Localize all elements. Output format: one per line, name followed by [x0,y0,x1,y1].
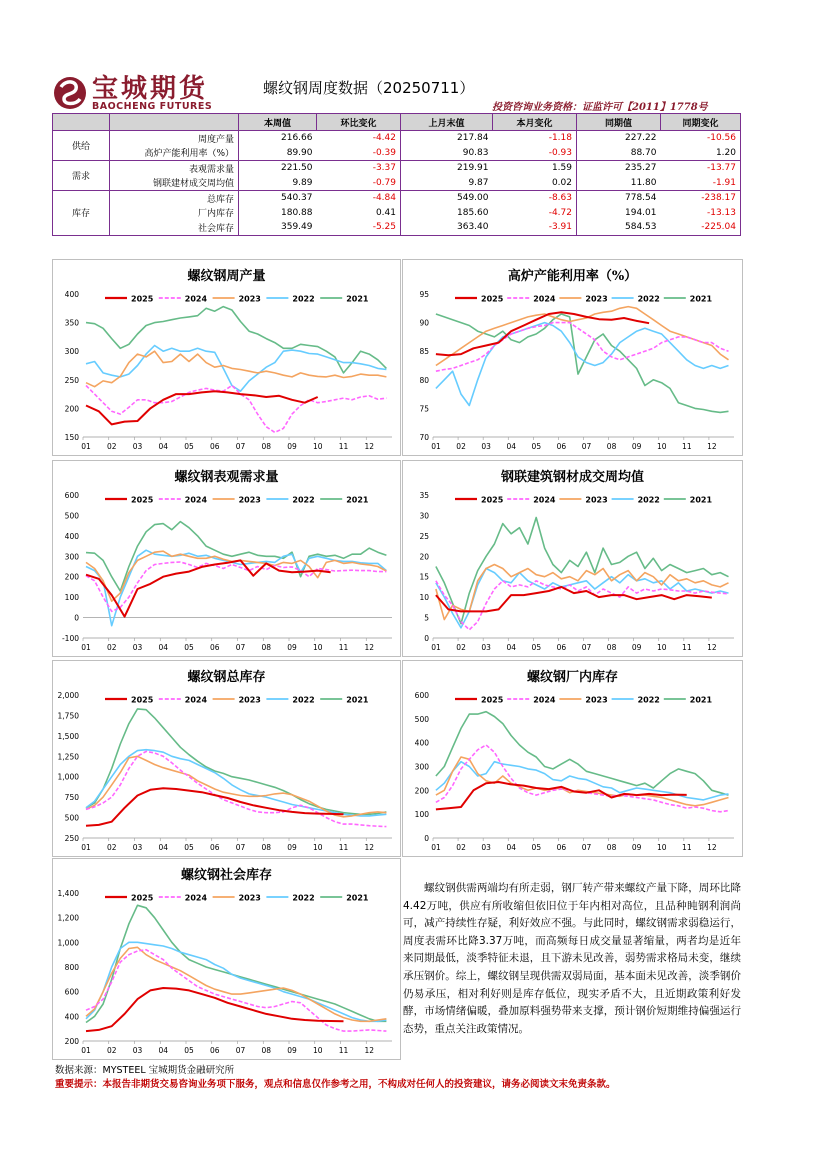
y-tick-label: 200 [64,1037,79,1046]
x-tick-label: 01 [431,442,441,451]
x-tick-label: 08 [261,643,272,652]
legend-label: 2021 [346,695,369,705]
legend-label: 2023 [585,695,608,705]
x-tick-label: 06 [209,843,220,852]
chart-title: 螺纹钢总库存 [187,670,266,685]
x-tick-label: 09 [287,442,297,451]
x-tick-label: 07 [235,442,246,451]
cell-value: 235.27 [577,161,661,176]
x-tick-label: 11 [682,643,692,652]
cell-value: 185.60 [401,206,493,221]
cell-value: 221.50 [239,161,317,176]
x-tick-label: 03 [132,1046,143,1055]
cell-value: 549.00 [401,191,493,206]
chart-svg [53,260,400,455]
summary-row [53,220,741,235]
summary-row [53,176,741,191]
cell-value: 9.87 [401,176,493,191]
column-header: 同期值 [577,114,661,131]
column-header: 本月变化 [493,114,577,131]
header-blank [53,114,110,131]
indicator-label: 钢联建材成交周均值 [110,176,239,191]
indicator-label: 高炉产能利用率（%） [110,146,239,161]
y-tick-label: 1,250 [57,752,79,762]
y-tick-label: 95 [419,290,429,299]
cell-value: 1.20 [715,147,736,158]
series-line-2023 [436,757,729,806]
cell-value: 540.37 [239,191,317,206]
market-commentary: 螺纹钢供需两端均有所走弱，钢厂转产带来螺纹产量下降，周环比降4.42万吨，供应有所收缩但依旧位于年内相对高位，且品种盹钢利润尚可，减产持续性存疑，利好效应不强。与此同时，螺纹钢需求弱稳运行，周度表需环比降3.37万吨，而高频每日成交量显著缩量，两者均是近年来同期最低，淡季特征未退，且下游未见改善，弱势需求格局未变，继续承压钢价。综上，螺纹钢呈现供需双弱局面，基本面未见改善，淡季钢价仍易承压，相对利好则是库存低位，现实矛盾不大，且近期政策利好发酵，市场情绪偏暖，叠加原料强势带来支撑，预计钢价短期维持偏强运行态势，重点关注政策情况。 [403,882,741,1035]
cell-value: -238.17 [661,191,741,206]
license-text: 投资咨询业务资格：证监许可【2011】1778号 [492,102,708,113]
legend-label: 2025 [131,893,154,903]
legend-label: 2021 [689,495,713,505]
summary-row [53,191,741,206]
legend-label: 2022 [292,294,315,304]
x-tick-label: 09 [287,843,297,852]
series-line-2025 [86,988,344,1031]
chart-svg [403,661,742,856]
cell-value: -0.39 [372,147,396,158]
y-tick-label: 250 [64,375,79,385]
x-tick-label: 04 [158,843,169,852]
x-tick-label: 08 [261,1046,272,1055]
series-line-2021 [436,712,729,795]
x-tick-label: 05 [531,843,542,852]
x-tick-label: 04 [158,442,169,451]
cell-value: -10.56 [661,131,741,146]
cell-value: 180.88 [239,206,317,221]
y-tick-label: 200 [64,404,79,414]
x-tick-label: 06 [209,643,220,652]
x-tick-label: 10 [312,843,323,852]
cell-value: 227.22 [577,131,661,146]
y-tick-label: 5 [424,613,429,623]
legend-label: 2023 [238,294,261,304]
summary-row [53,161,741,176]
chart-title: 螺纹钢社会库存 [180,868,273,883]
important-notice: 重要提示：本报告非期货交易咨询业务项下服务，观点和信息仅作参考之用，不构成对任何人的投资建议，请务必阅读文末免责条款。 [55,1079,616,1090]
cell-value: 584.53 [577,220,661,235]
x-tick-label: 06 [209,1046,220,1055]
y-tick-label: 1,500 [57,731,79,741]
x-tick-label: 08 [261,843,272,852]
column-header: 本周值 [239,114,317,131]
company-logo [52,75,237,111]
x-tick-label: 08 [606,643,617,652]
x-tick-label: 01 [81,1046,91,1055]
indicator-label: 社会库存 [110,220,239,235]
legend-label: 2021 [689,294,713,304]
x-tick-label: 05 [184,643,194,652]
chart-blast-furnace-utilization [402,259,743,456]
legend-label: 2021 [346,893,369,903]
cell-value: -8.63 [493,191,577,206]
x-tick-label: 09 [287,643,297,652]
series-line-2021 [86,307,386,373]
x-tick-label: 10 [312,643,323,652]
legend-label: 2022 [637,294,660,304]
y-tick-label: 80 [419,375,429,385]
cell-value: 359.49 [239,220,317,235]
y-tick-label: 500 [64,813,79,823]
cell-value: 217.84 [401,131,493,146]
cell-value: -225.04 [701,222,736,233]
x-tick-label: 04 [506,843,517,852]
logo-en-text: BAOCHENG FUTURES [92,101,213,112]
y-tick-label: 400 [64,290,79,299]
x-tick-label: 11 [682,442,692,451]
series-line-2025 [86,391,318,424]
cell-value: -4.42 [317,131,401,146]
x-tick-label: 07 [581,843,592,852]
cell-value: -3.37 [317,161,401,176]
cell-value: -13.77 [661,161,741,176]
legend-label: 2025 [481,695,504,705]
y-tick-label: 600 [414,691,429,700]
chart-svg [53,661,400,856]
logo-cn-text: 宝城期货 [92,74,209,104]
y-tick-label: 200 [64,572,79,582]
y-tick-label: 0 [424,634,429,643]
column-header: 上月末值 [401,114,493,131]
series-line-2021 [436,518,729,624]
y-tick-label: 300 [414,762,429,772]
x-tick-label: 08 [261,442,272,451]
x-tick-label: 08 [606,843,617,852]
x-tick-label: 05 [184,1046,194,1055]
y-tick-label: 90 [419,318,429,328]
y-tick-label: 70 [419,433,429,442]
x-tick-label: 12 [707,442,717,451]
group-label: 供给 [53,131,110,161]
indicator-label: 周度产量 [110,131,239,146]
chart-svg [53,859,400,1059]
x-tick-label: 05 [184,843,194,852]
y-tick-label: 2,000 [57,691,79,700]
x-tick-label: 12 [364,843,375,852]
x-tick-label: 01 [431,643,441,652]
cell-value: 194.01 [577,206,661,221]
y-tick-label: 800 [64,963,79,972]
y-tick-label: 300 [64,347,79,357]
x-tick-label: 10 [312,442,323,451]
column-header: 同期变化 [661,114,741,131]
indicator-label: 总库存 [110,191,239,206]
chart-mill-inventory [402,660,743,857]
y-tick-label: 75 [419,404,429,414]
y-tick-label: 100 [64,593,79,603]
summary-row [53,146,741,161]
legend-label: 2025 [481,294,504,304]
y-tick-label: 500 [64,511,79,521]
x-tick-label: 07 [235,843,246,852]
legend-label: 2021 [689,695,713,705]
legend-label: 2025 [131,495,154,505]
group-label: 库存 [53,191,110,236]
group-label: 需求 [53,161,110,191]
data-source: 数据来源：MYSTEEL 宝城期货金融研究所 [55,1065,235,1076]
x-tick-label: 12 [364,442,375,451]
x-tick-label: 05 [184,442,194,451]
x-tick-label: 01 [431,843,441,852]
y-tick-label: 15 [419,572,429,582]
y-tick-label: 100 [414,810,429,820]
x-tick-label: 05 [531,442,542,451]
x-tick-label: 11 [338,843,349,852]
y-tick-label: 600 [64,987,79,997]
series-line-2023 [86,947,386,1021]
x-tick-label: 04 [506,442,517,451]
legend-label: 2025 [131,294,154,304]
y-tick-label: 85 [419,347,429,357]
x-tick-label: 11 [338,643,349,652]
summary-row [53,131,741,146]
series-line-2021 [86,522,386,591]
header-blank [110,114,239,131]
x-tick-label: 04 [506,643,517,652]
legend-label: 2025 [131,695,154,705]
legend-label: 2023 [238,893,261,903]
cell-value: 363.40 [401,220,493,235]
summary-table [52,113,741,236]
cell-value: 90.83 [401,146,493,161]
x-tick-label: 07 [235,643,246,652]
y-tick-label: 1,400 [57,889,79,898]
y-tick-label: 20 [419,552,429,562]
cell-value: 88.70 [577,146,661,161]
legend-label: 2021 [346,294,369,304]
y-tick-label: 0 [424,834,429,843]
chart-title: 螺纹钢厂内库存 [526,670,619,685]
page-title: 螺纹钢周度数据（20250711） [263,79,475,97]
cell-value: 0.41 [375,207,396,218]
x-tick-label: 03 [132,442,143,451]
x-tick-label: 05 [531,643,542,652]
series-line-2024 [86,950,386,1031]
cell-value: 216.66 [239,131,317,146]
chart-total-inventory [52,660,401,857]
cell-value: -13.13 [706,207,736,218]
x-tick-label: 06 [556,843,567,852]
chart-weekly-output [52,259,401,456]
legend-label: 2022 [292,893,315,903]
x-tick-label: 02 [456,643,466,652]
x-tick-label: 03 [132,643,143,652]
chart-svg [403,260,742,455]
chart-title: 螺纹钢周产量 [187,269,266,284]
y-tick-label: 500 [414,714,429,724]
chart-title: 高炉产能利用率（%） [507,269,638,284]
cell-value: -0.79 [372,177,396,188]
cell-value: -4.84 [317,191,401,206]
legend-label: 2023 [238,495,261,505]
chart-svg [53,461,400,656]
chart-social-inventory [52,858,401,1060]
series-line-2021 [436,314,729,412]
cell-value: -1.91 [712,177,736,188]
y-tick-label: 750 [64,793,79,803]
x-tick-label: 09 [287,1046,297,1055]
y-tick-label: 1,000 [57,772,79,782]
x-tick-label: 07 [581,643,592,652]
logo-emblem-icon [52,75,88,111]
x-tick-label: 07 [581,442,592,451]
x-tick-label: 09 [631,442,642,451]
legend-label: 2025 [481,495,504,505]
x-tick-label: 10 [656,643,667,652]
series-line-2024 [86,751,386,826]
x-tick-label: 03 [481,643,491,652]
y-tick-label: 400 [414,738,429,748]
legend-label: 2022 [637,495,660,505]
y-tick-label: 1,750 [57,711,79,721]
summary-header-row [53,114,741,131]
x-tick-label: 03 [481,442,491,451]
x-tick-label: 11 [682,843,692,852]
y-tick-label: 1,000 [57,938,79,948]
cell-value: 219.91 [401,161,493,176]
x-tick-label: 01 [81,442,91,451]
legend-label: 2024 [184,294,208,304]
x-tick-label: 02 [456,843,466,852]
legend-label: 2024 [184,495,208,505]
y-tick-label: 10 [419,593,429,603]
y-tick-label: 25 [419,531,429,541]
y-tick-label: 30 [419,511,429,521]
x-tick-label: 12 [364,643,375,652]
x-tick-label: 11 [338,442,349,451]
chart-construction-steel-trade [402,460,743,657]
x-tick-label: 10 [312,1046,323,1055]
x-tick-label: 12 [707,643,717,652]
y-tick-label: 250 [64,834,79,843]
y-tick-label: 350 [64,318,79,328]
y-tick-label: 1,200 [57,913,79,923]
cell-value: -0.93 [548,147,572,158]
chart-apparent-demand [52,460,401,657]
legend-label: 2024 [184,695,208,705]
y-tick-label: 600 [64,491,79,500]
x-tick-label: 04 [158,643,169,652]
x-tick-label: 08 [606,442,617,451]
legend-label: 2021 [346,495,369,505]
x-tick-label: 06 [556,643,567,652]
x-tick-label: 09 [631,643,642,652]
cell-value: 9.89 [239,176,317,191]
x-tick-label: 02 [106,643,117,652]
cell-value: -1.18 [493,131,577,146]
x-tick-label: 12 [364,1046,375,1055]
cell-value: -4.72 [548,207,572,218]
cell-value: 1.59 [493,161,577,176]
y-tick-label: 0 [74,613,79,623]
legend-label: 2024 [184,893,208,903]
y-tick-label: 35 [419,491,429,500]
y-tick-label: 200 [414,786,429,796]
series-line-2021 [86,709,386,814]
x-tick-label: 04 [158,1046,169,1055]
x-tick-label: 07 [235,1046,246,1055]
legend-label: 2023 [585,495,608,505]
legend-label: 2023 [585,294,608,304]
y-tick-label: 400 [64,531,79,541]
y-tick-label: 400 [64,1012,79,1022]
series-line-2022 [86,750,386,816]
cell-value: 11.80 [577,176,661,191]
x-tick-label: 10 [656,843,667,852]
summary-body [53,131,741,236]
chart-title: 螺纹钢表观需求量 [174,470,279,485]
x-tick-label: 03 [481,843,491,852]
x-tick-label: 10 [656,442,667,451]
x-tick-label: 02 [106,843,117,852]
chart-svg [403,461,742,656]
cell-value: 778.54 [577,191,661,206]
y-tick-label: 300 [64,552,79,562]
cell-value: 0.02 [551,177,572,188]
cell-value: 89.90 [239,146,317,161]
legend-label: 2024 [533,495,556,505]
x-tick-label: 02 [106,442,117,451]
x-tick-label: 12 [707,843,717,852]
x-tick-label: 02 [106,1046,117,1055]
x-tick-label: 03 [132,843,143,852]
column-header: 环比变化 [317,114,401,131]
x-tick-label: 02 [456,442,466,451]
legend-label: 2023 [238,695,261,705]
chart-title: 钢联建筑钢材成交周均值 [500,470,645,485]
legend-label: 2022 [637,695,660,705]
x-tick-label: 06 [209,442,220,451]
indicator-label: 表观需求量 [110,161,239,176]
legend-label: 2024 [533,695,556,705]
x-tick-label: 09 [631,843,642,852]
series-line-2023 [86,551,386,601]
legend-label: 2024 [533,294,556,304]
legend-label: 2022 [292,695,315,705]
legend-label: 2022 [292,495,315,505]
cell-value: -5.25 [372,222,396,233]
x-tick-label: 11 [338,1046,349,1055]
x-tick-label: 06 [556,442,567,451]
cell-value: -3.91 [548,222,572,233]
y-tick-label: -100 [61,634,79,643]
summary-row [53,206,741,221]
indicator-label: 厂内库存 [110,206,239,221]
x-tick-label: 01 [81,643,91,652]
y-tick-label: 150 [64,433,79,442]
x-tick-label: 01 [81,843,91,852]
